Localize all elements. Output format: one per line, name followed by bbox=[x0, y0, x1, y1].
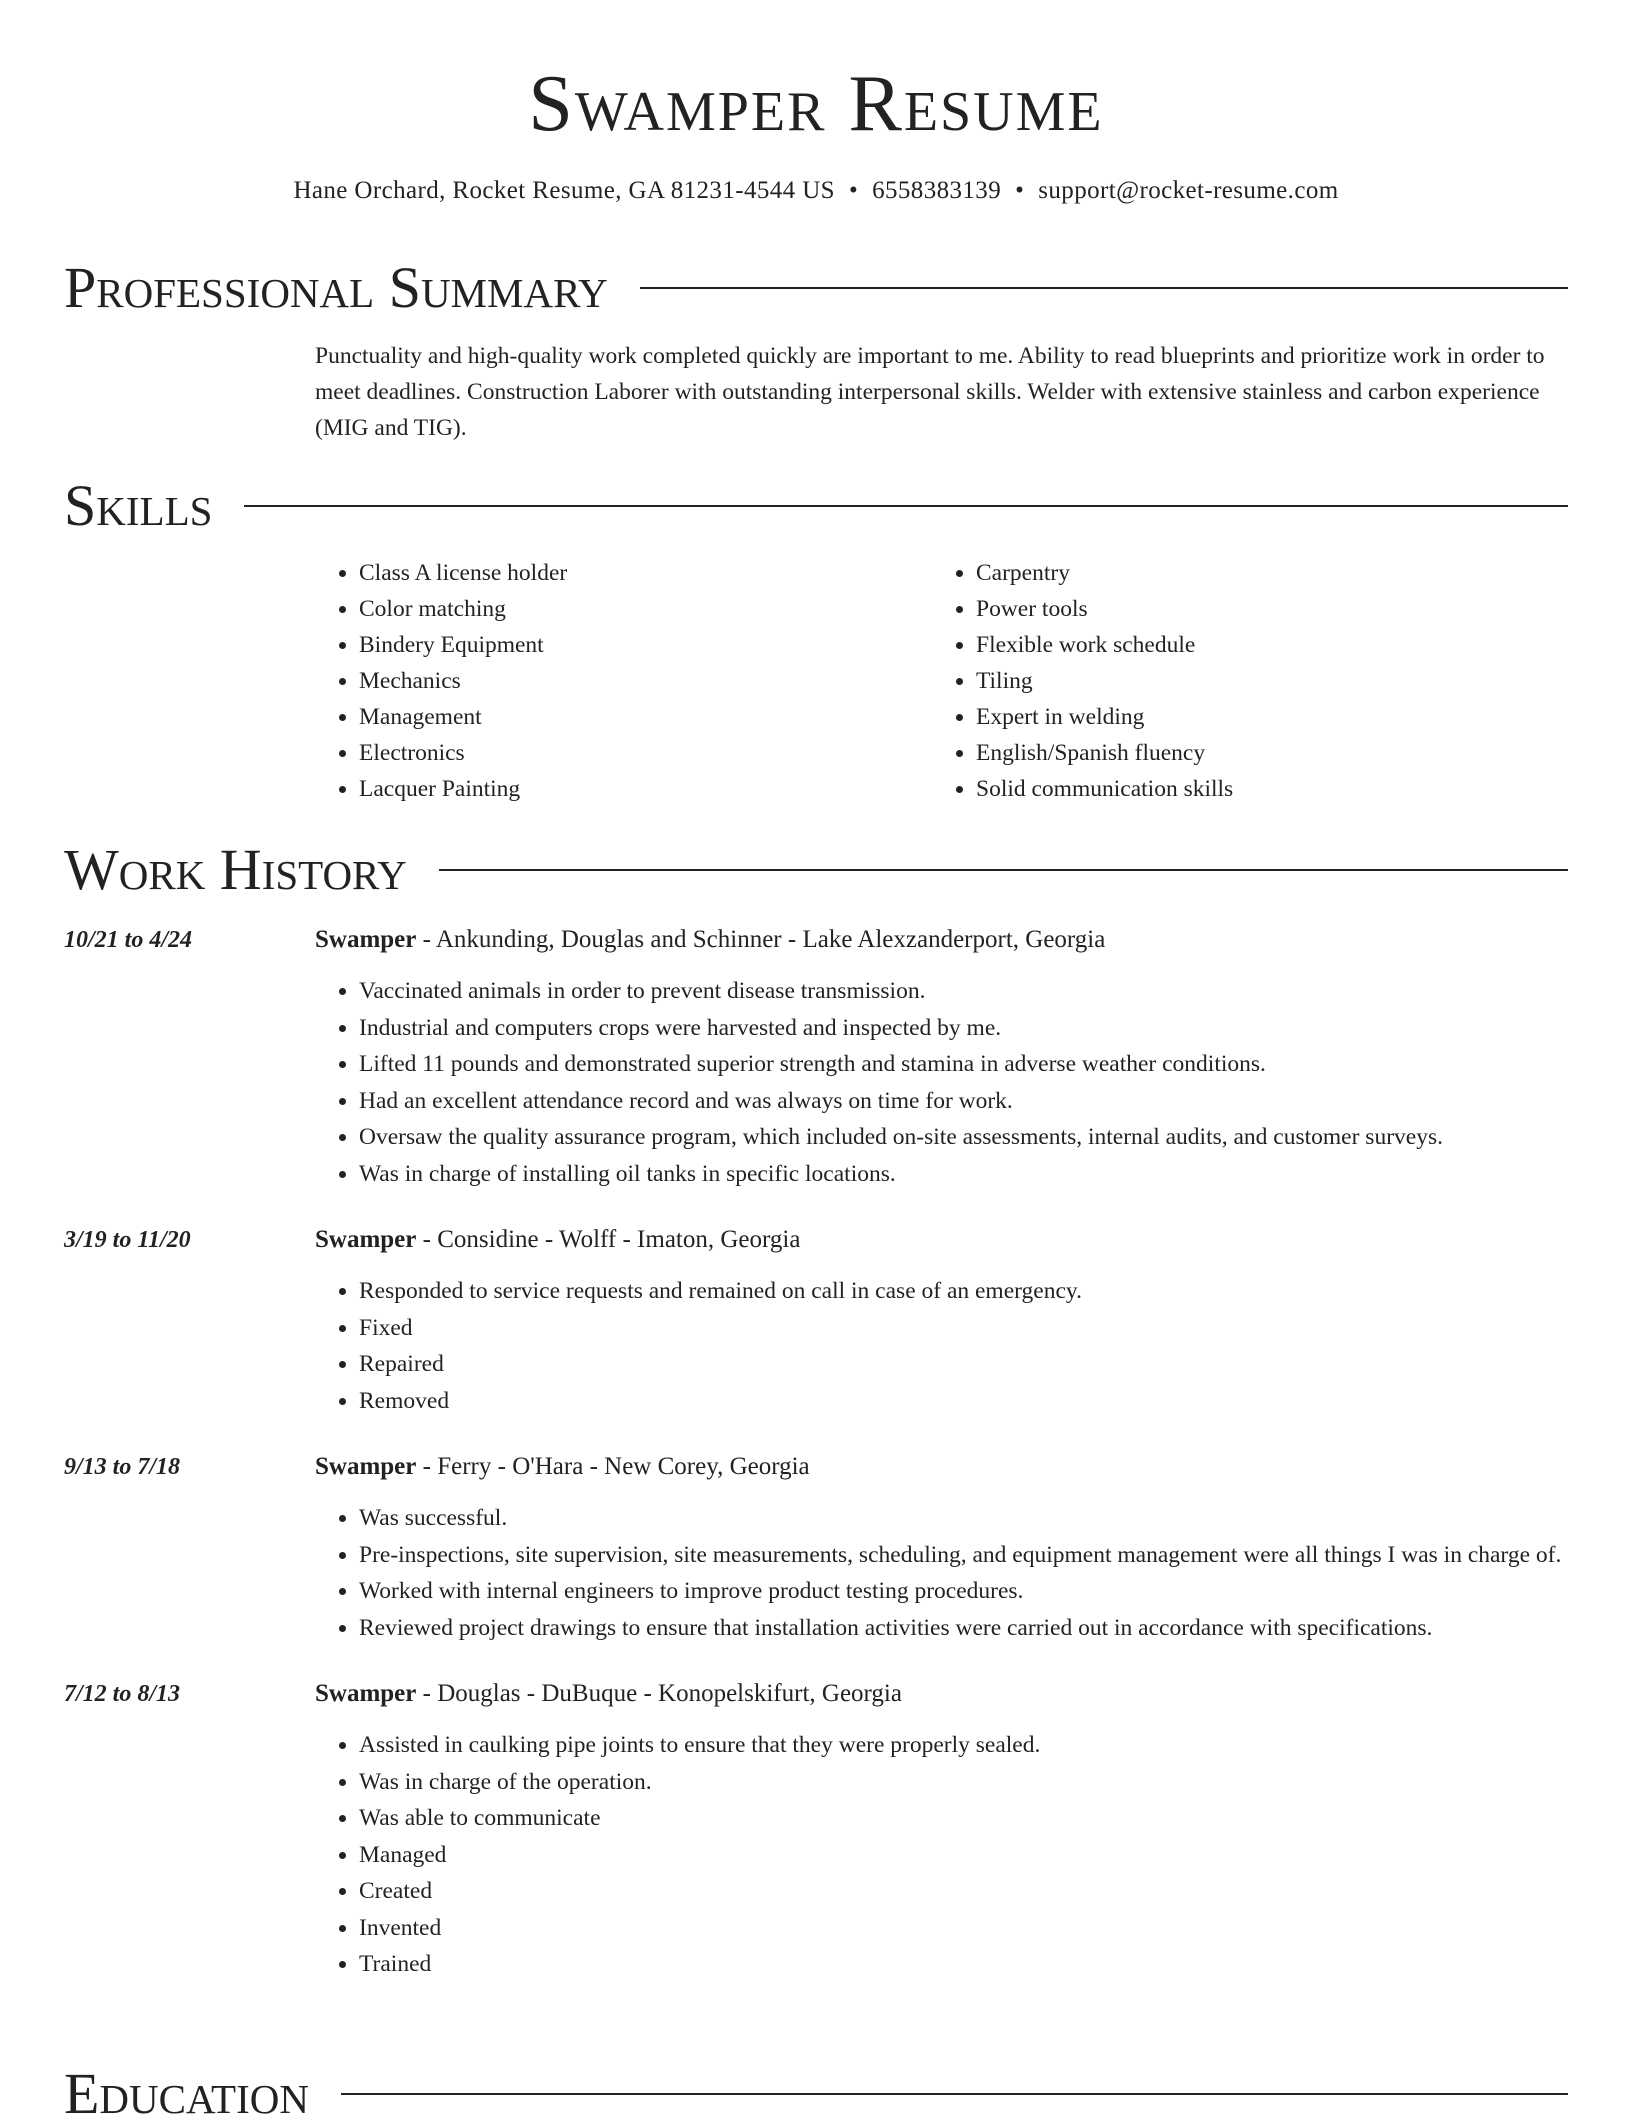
skill-item: • Class A license holder bbox=[359, 555, 932, 591]
skill-item: • Flexible work schedule bbox=[976, 627, 1549, 663]
job-bullet: • Was successful. bbox=[359, 1500, 1570, 1537]
job-bullet: • Oversaw the quality assurance program, which included on-site assessments, internal audits, and customer surveys. bbox=[359, 1119, 1570, 1156]
job-entry bbox=[64, 1676, 1570, 1983]
job-heading bbox=[315, 1222, 1570, 1258]
job-heading bbox=[315, 1676, 1570, 1712]
skill-item: • English/Spanish fluency bbox=[976, 735, 1549, 771]
job-bullets bbox=[315, 1500, 1570, 1646]
job-bullet: • Vaccinated animals in order to prevent disease transmission. bbox=[359, 973, 1570, 1010]
job-employer-location: - Douglas - DuBuque - Konopelskifurt, Georgia bbox=[416, 1680, 902, 1707]
skill-item: • Color matching bbox=[359, 591, 932, 627]
job-role: Swamper bbox=[315, 1453, 417, 1480]
job-role: Swamper bbox=[315, 926, 417, 953]
job-bullet: • Trained bbox=[359, 1946, 1570, 1983]
section-divider bbox=[439, 869, 1568, 871]
education-section-header bbox=[64, 2062, 1568, 2126]
skill-item: • Tiling bbox=[976, 663, 1549, 699]
skill-item: • Management bbox=[359, 699, 932, 735]
skills-section-title: Skills bbox=[64, 473, 213, 538]
education-section-title: Education bbox=[64, 2061, 309, 2126]
job-bullet: • Created bbox=[359, 1873, 1570, 1910]
job-bullet: • Industrial and computers crops were harvested and inspected by me. bbox=[359, 1010, 1570, 1047]
job-dates: 7/12 to 8/13 bbox=[64, 1681, 181, 1707]
job-bullet: • Reviewed project drawings to ensure that installation activities were carried out in accordance with specifications. bbox=[359, 1610, 1570, 1647]
job-entry bbox=[64, 922, 1570, 1192]
contact-email: support@rocket-resume.com bbox=[1038, 177, 1339, 204]
job-dates: 3/19 to 11/20 bbox=[64, 1227, 191, 1253]
job-heading bbox=[315, 922, 1570, 958]
contact-separator: • bbox=[848, 177, 859, 204]
job-role: Swamper bbox=[315, 1226, 417, 1253]
section-divider bbox=[341, 2093, 1568, 2095]
section-divider bbox=[640, 287, 1568, 289]
job-bullet: • Worked with internal engineers to improve product testing procedures. bbox=[359, 1573, 1570, 1610]
skill-item: • Solid communication skills bbox=[976, 771, 1549, 807]
section-divider bbox=[244, 505, 1568, 507]
skills-section-header bbox=[64, 474, 1568, 538]
job-heading bbox=[315, 1449, 1570, 1485]
job-bullet: • Had an excellent attendance record and was always on time for work. bbox=[359, 1083, 1570, 1120]
skills-list bbox=[315, 555, 1570, 807]
work-section-header bbox=[64, 838, 1568, 902]
skill-item: • Mechanics bbox=[359, 663, 932, 699]
contact-separator: • bbox=[1015, 177, 1025, 204]
contact-phone: 6558383139 bbox=[872, 177, 1002, 204]
job-role: Swamper bbox=[315, 1680, 417, 1707]
contact-line bbox=[0, 174, 1632, 208]
job-dates: 9/13 to 7/18 bbox=[64, 1454, 181, 1480]
job-bullet: • Responded to service requests and remained on call in case of an emergency. bbox=[359, 1273, 1570, 1310]
skill-item: • Electronics bbox=[359, 735, 932, 771]
job-bullets bbox=[315, 1727, 1570, 1983]
job-bullet: • Assisted in caulking pipe joints to ensure that they were properly sealed. bbox=[359, 1727, 1570, 1764]
job-bullet: • Pre-inspections, site supervision, site measurements, scheduling, and equipment management were all things I was in charge of. bbox=[359, 1537, 1570, 1574]
job-employer-location: - Ankunding, Douglas and Schinner - Lake Alexzanderport, Georgia bbox=[416, 926, 1106, 953]
job-bullet: • Was in charge of installing oil tanks in specific locations. bbox=[359, 1156, 1570, 1193]
summary-section-header bbox=[64, 256, 1568, 320]
job-employer-location: - Ferry - O'Hara - New Corey, Georgia bbox=[416, 1453, 810, 1480]
job-entry bbox=[64, 1449, 1570, 1646]
skill-item: • Expert in welding bbox=[976, 699, 1549, 735]
skill-item: • Bindery Equipment bbox=[359, 627, 932, 663]
job-bullet: • Repaired bbox=[359, 1346, 1570, 1383]
skills-column-left bbox=[315, 555, 932, 807]
job-bullets bbox=[315, 973, 1570, 1192]
skill-item: • Power tools bbox=[976, 591, 1549, 627]
summary-text: Punctuality and high-quality work completed quickly are important to me. Ability to read blueprints and prioritize work in order to meet deadlines. Construction Laborer with outstanding interpersonal skills. Welder with extensive stainless and carbon experience (MIG and TIG). bbox=[315, 343, 1545, 441]
job-dates: 10/21 to 4/24 bbox=[64, 927, 193, 953]
job-bullet: • Lifted 11 pounds and demonstrated superior strength and stamina in adverse weather conditions. bbox=[359, 1046, 1570, 1083]
job-bullet: • Invented bbox=[359, 1910, 1570, 1947]
work-section-title: Work History bbox=[64, 837, 407, 902]
job-bullet: • Was able to communicate bbox=[359, 1800, 1570, 1837]
job-bullet: • Fixed bbox=[359, 1310, 1570, 1347]
resume-name: Swamper Resume bbox=[528, 60, 1104, 148]
summary-section-title: Professional Summary bbox=[64, 255, 608, 320]
skill-item: • Lacquer Painting bbox=[359, 771, 932, 807]
job-employer-location: - Considine - Wolff - Imaton, Georgia bbox=[416, 1226, 801, 1253]
job-entry bbox=[64, 1222, 1570, 1419]
job-bullet: • Managed bbox=[359, 1837, 1570, 1874]
job-bullet: • Removed bbox=[359, 1383, 1570, 1420]
contact-address: Hane Orchard, Rocket Resume, GA 81231-4544 US bbox=[293, 177, 835, 204]
job-bullets bbox=[315, 1273, 1570, 1419]
job-bullet: • Was in charge of the operation. bbox=[359, 1764, 1570, 1801]
work-history-list bbox=[64, 922, 1570, 1983]
skills-column-right bbox=[932, 555, 1549, 807]
skill-item: • Carpentry bbox=[976, 555, 1549, 591]
